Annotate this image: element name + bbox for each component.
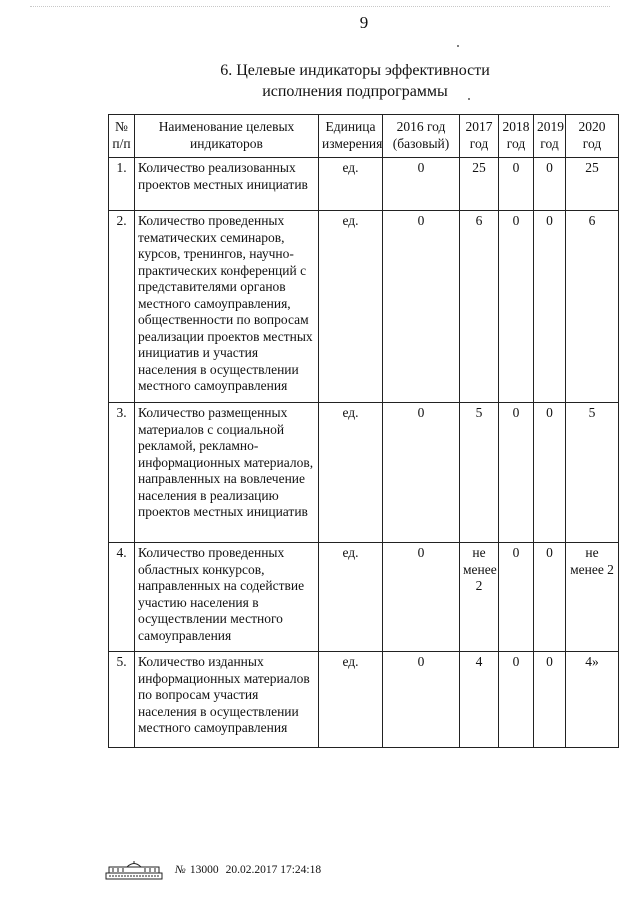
row-number: 5. xyxy=(109,652,135,748)
table-row xyxy=(109,403,619,543)
value-2019: 0 xyxy=(534,652,566,748)
value-2020: 6 xyxy=(566,211,619,403)
registration-number: 13000 xyxy=(189,864,219,876)
value-2016: 0 xyxy=(383,403,460,543)
indicator-name: Количество изданных информационных материалов по вопросам участия населения в осуществлении местного самоуправления xyxy=(135,652,319,748)
table-header-row xyxy=(109,115,619,158)
header-2020: 2020 год xyxy=(566,115,619,158)
scan-edge-marks xyxy=(30,6,610,11)
value-2019: 0 xyxy=(534,403,566,543)
section-title-line1: 6. Целевые индикаторы эффективности xyxy=(220,62,490,79)
unit-cell: ед. xyxy=(319,403,383,543)
value-2016: 0 xyxy=(383,543,460,652)
table-row xyxy=(109,158,619,211)
value-2016: 0 xyxy=(383,652,460,748)
table-row xyxy=(109,211,619,403)
value-2018: 0 xyxy=(499,158,534,211)
registration-timestamp: 20.02.2017 17:24:18 xyxy=(225,864,322,876)
page-number: 9 xyxy=(359,13,369,32)
value-2020: 5 xyxy=(566,403,619,543)
row-number: 4. xyxy=(109,543,135,652)
unit-cell: ед. xyxy=(319,652,383,748)
row-number: 1. xyxy=(109,158,135,211)
row-number: 3. xyxy=(109,403,135,543)
indicator-name: Количество проведенных областных конкурсов, направленных на содействие участию населения в осуществлении местного самоуправления xyxy=(135,543,319,652)
table-row xyxy=(109,652,619,748)
value-2017: не менее 2 xyxy=(460,543,499,652)
value-2017: 25 xyxy=(460,158,499,211)
value-2019: 0 xyxy=(534,543,566,652)
value-2019: 0 xyxy=(534,158,566,211)
value-2020: 4» xyxy=(566,652,619,748)
registration-symbol: № xyxy=(175,864,186,876)
value-2018: 0 xyxy=(499,543,534,652)
value-2017: 6 xyxy=(460,211,499,403)
value-2016: 0 xyxy=(383,158,460,211)
header-2016: 2016 год (базовый) xyxy=(383,115,460,158)
section-title xyxy=(185,60,525,102)
row-number: 2. xyxy=(109,211,135,403)
value-2016: 0 xyxy=(383,211,460,403)
indicator-name: Количество размещенных материалов с социальной рекламой, рекламно-информационных материалов, направленных на вовлечение населения в реализацию проектов местных инициатив xyxy=(135,403,319,543)
scan-speck xyxy=(457,45,459,47)
value-2017: 5 xyxy=(460,403,499,543)
section-title-line2: исполнения подпрограммы xyxy=(262,83,448,100)
unit-cell: ед. xyxy=(319,211,383,403)
building-logo-icon xyxy=(105,860,163,880)
value-2017: 4 xyxy=(460,652,499,748)
value-2018: 0 xyxy=(499,652,534,748)
header-2017: 2017 год xyxy=(460,115,499,158)
indicator-name: Количество проведенных тематических семинаров, курсов, тренингов, научно-практических конференций с представителями органов местного самоуправления, общественности по вопросам реализации проектов местных инициатив и участия населения в осуществлении местного самоуправления xyxy=(135,211,319,403)
indicators-table xyxy=(108,114,619,748)
table-row xyxy=(109,543,619,652)
unit-cell: ед. xyxy=(319,543,383,652)
indicator-name: Количество реализованных проектов местных инициатив xyxy=(135,158,319,211)
value-2020: не менее 2 xyxy=(566,543,619,652)
unit-cell: ед. xyxy=(319,158,383,211)
value-2019: 0 xyxy=(534,211,566,403)
header-2018: 2018 год xyxy=(499,115,534,158)
value-2018: 0 xyxy=(499,211,534,403)
header-unit: Единица измерения xyxy=(319,115,383,158)
value-2020: 25 xyxy=(566,158,619,211)
header-num: № п/п xyxy=(109,115,135,158)
header-2019: 2019 год xyxy=(534,115,566,158)
header-name: Наименование целевых индикаторов xyxy=(135,115,319,158)
value-2018: 0 xyxy=(499,403,534,543)
scan-speck xyxy=(468,98,470,100)
footer-registration xyxy=(105,858,321,882)
